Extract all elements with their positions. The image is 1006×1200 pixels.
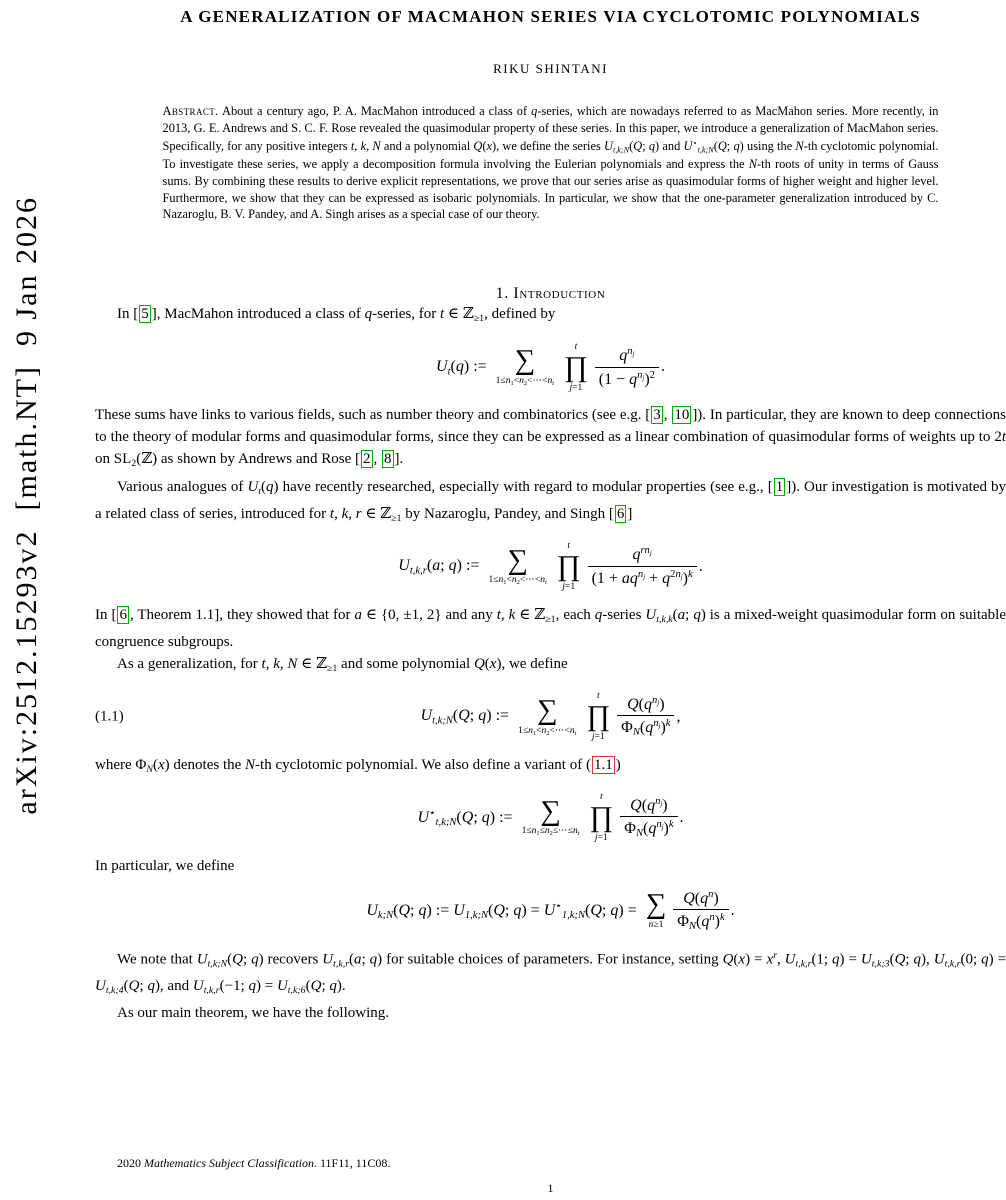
equation-number: (1.1) — [95, 708, 124, 725]
sum-operator: ∑ $1\le n_1<n_2<\cdots<n_t$ — [495, 344, 555, 388]
fraction: $\frac{Q(q^{n_j})}{\Phi_N(q^{n_j})^k}$ — [617, 693, 674, 741]
fraction: $\frac{q^{rn_j}}{(1 + aq^{n_j} + q^{2n_j})^k}$ — [588, 543, 697, 590]
abstract — [163, 103, 939, 223]
equation-star-variant — [95, 791, 1006, 845]
fraction: $\frac{q^{n_j}}{(1 - q^{n_j})^2}$ — [595, 344, 659, 391]
sum-operator: ∑ $1\le n_1<n_2<\cdots<n_t$ — [488, 543, 547, 587]
equation-content: $U^⋆_{t,k;N}(Q$; q) := ∑ $1\le n_1\le n_2\le\cdots\le n_t$ t ∏ j=1 $\frac{Q(q^{n_j})}{\Phi_N(q^{n_j})^k}$ . — [417, 790, 684, 844]
citation-link[interactable]: 2 — [363, 451, 371, 468]
section-heading: 1. Introduction — [495, 285, 606, 303]
citation-link[interactable]: 1 — [775, 478, 784, 495]
paragraph-intro-8: We note that $U_{t,k;N}(Q$; q) recovers $U_{t,k,r}(a$; q) for suitable choices of parameters. For instance, setting $Q(x) = x^r$, $U_{t,k,r}(1$; $q) = U_{t,k;3}(Q$; q), $U_{t,k,r}(0$; $q) = U_{t,k;4}(Q$; q), and $U_{t,k,r}(-1$; $q) = U_{t,k;6}(Q$; q). — [95, 949, 1006, 997]
citation-link[interactable]: 6 — [119, 606, 127, 623]
msc-footnote: 2020 Mathematics Subject Classification. 11F11, 11C08. — [117, 1156, 391, 1170]
citation-link[interactable]: 8 — [384, 451, 392, 468]
sum-operator: ∑ $1\le n_1\le n_2\le\cdots\le n_t$ — [521, 794, 580, 838]
equation-content: $U_{k;N}(Q$; q) := $U_{1,k;N}(Q$; $q) = U^⋆_{1,k;N}(Q$; q) = ∑ n≥1 $\frac{Q(q^n)}{\Phi_N(q^n)^k}$ . — [366, 887, 734, 935]
citation-link[interactable]: 6 — [616, 505, 625, 522]
paragraph-intro-9: As our main theorem, we have the following. — [117, 1005, 390, 1022]
citation-link[interactable]: 5 — [141, 306, 149, 323]
product-operator: t ∏ j=1 — [556, 539, 581, 593]
paper-title: A GENERALIZATION OF MACMAHON SERIES VIA CYCLOTOMIC POLYNOMIALS — [180, 7, 921, 26]
equation-1-1 — [95, 690, 1006, 744]
fraction: $\frac{Q(q^{n_j})}{\Phi_N(q^{n_j})^k}$ — [620, 794, 677, 842]
author-name: RIKU SHINTANI — [493, 61, 608, 77]
paragraph-intro-3: Various analogues of $U_t(q)$ have recently researched, especially with regard to modular properties (see e.g., [ 1 ]). Our investigation is motivated by a related class of series, introduced for t, k, r ∈ ℤ$_{\ge 1}$ by Nazaroglu, Pandey, and Singh [ 6 ] — [95, 478, 1006, 524]
paragraph-intro-6: where $\Phi_N(x)$ denotes the N-th cyclotomic polynomial. We also define a variant of ( 1.1 ) — [95, 756, 621, 775]
abstract-text: About a century ago, P. A. MacMahon introduced a class of q-series, which are nowadays referred to as MacMahon series. More recently, in 2013, G. E. Andrews and S. C. F. Rose revealed the quasimodular property of these series. In this paper, we introduce a generalization of MacMahon series. Specifically, for any positive integers t, k, N and a polynomial Q(x), we define the series $U_{t,k;N}(Q$; q) and $U^⋆_{t,k;N}(Q$; q) using the N-th cyclotomic polynomial. To investigate these series, we apply a decomposition formula involving the Eulerian polynomials and express the N-th roots of unity in terms of Gauss sums. By combining these results to derive explicit representations, we prove that our series arise as quasimodular forms of higher weight and higher level. Furthermore, we show that they can be expressed as isobaric polynomials. In particular, we show that the one-parameter generalization introduced by C. Nazaroglu, B. V. Pandey, and A. Singh arises as a special case of our theory. — [162, 104, 939, 222]
sum-operator: ∑ $1\le n_1<n_2<\cdots<n_t$ — [518, 693, 577, 737]
equation-content: $U_{t,k,r}(a$; q) := ∑ $1\le n_1<n_2<\cdots<n_t$ t ∏ j=1 $\frac{q^{rn_j}}{(1 + aq^{n_j} + q^{2n_j})^k}$ . — [398, 539, 703, 593]
abstract-label: Abstract. — [162, 104, 219, 119]
product-operator: t ∏ j=1 — [589, 790, 614, 844]
equation-nazaroglu-series — [95, 540, 1006, 594]
arxiv-stamp: arXiv:2512.15293v2 [math.NT] 9 Jan 2026 — [10, 196, 43, 815]
page-number: 1 — [547, 1181, 554, 1195]
equation-macmahon-series — [95, 341, 1006, 395]
paragraph-intro-2: These sums have links to various fields, such as number theory and combinatorics (see e.g. [ 3 , 10 ]). In particular, they are known to deep connections to the theory of modular forms and quasimodular forms, since they can be expressed as a linear combination of quasimodular forms of weights up to 2t on $SL_2(ℤ)$ as shown by Andrews and Rose [ 2 , 8 ]. — [95, 407, 1006, 470]
equation-content: $U_t(q)$ := ∑ $1\le n_1<n_2<\cdots<n_t$ t ∏ j=1 $\frac{q^{n_j}}{(1 - q^{n_j})^2}$ . — [436, 340, 665, 393]
equation-content: $U_{t,k;N}(Q$; q) := ∑ $1\le n_1<n_2<\cdots<n_t$ t ∏ j=1 $\frac{Q(q^{n_j})}{\Phi_N(q^{n_j})^k}$ , — [420, 689, 681, 743]
sum-operator: ∑ n≥1 — [645, 887, 667, 930]
paragraph-intro-7: In particular, we define — [95, 857, 235, 874]
paragraph-intro-5: As a generalization, for t, k, N ∈ ℤ$_{\ge 1}$ and some polynomial Q(x), we define — [117, 655, 568, 674]
citation-link[interactable]: 3 — [653, 407, 661, 424]
equation-k-n-definition — [95, 887, 1006, 935]
citation-link[interactable]: 10 — [674, 407, 690, 424]
paper-content — [95, 0, 1006, 1024]
equation-ref-link[interactable]: 1.1 — [593, 756, 613, 773]
product-operator: t ∏ j=1 — [564, 340, 588, 393]
fraction: $\frac{Q(q^n)}{\Phi_N(q^n)^k}$ — [673, 887, 728, 935]
paragraph-intro-1: In [ 5 ], MacMahon introduced a class of q-series, for t ∈ ℤ$_{\ge 1}$, defined by — [117, 306, 556, 325]
paragraph-intro-4: In [ 6 , Theorem 1.1], they showed that for a ∈ {0, ±1, 2} and any t, k ∈ ℤ$_{\ge 1}$, each q-series $U_{t,k,k}(a$; q) is a mixed-weight quasimodular form on suitable congruence subgroups. — [95, 606, 1006, 650]
product-operator: t ∏ j=1 — [586, 689, 611, 743]
